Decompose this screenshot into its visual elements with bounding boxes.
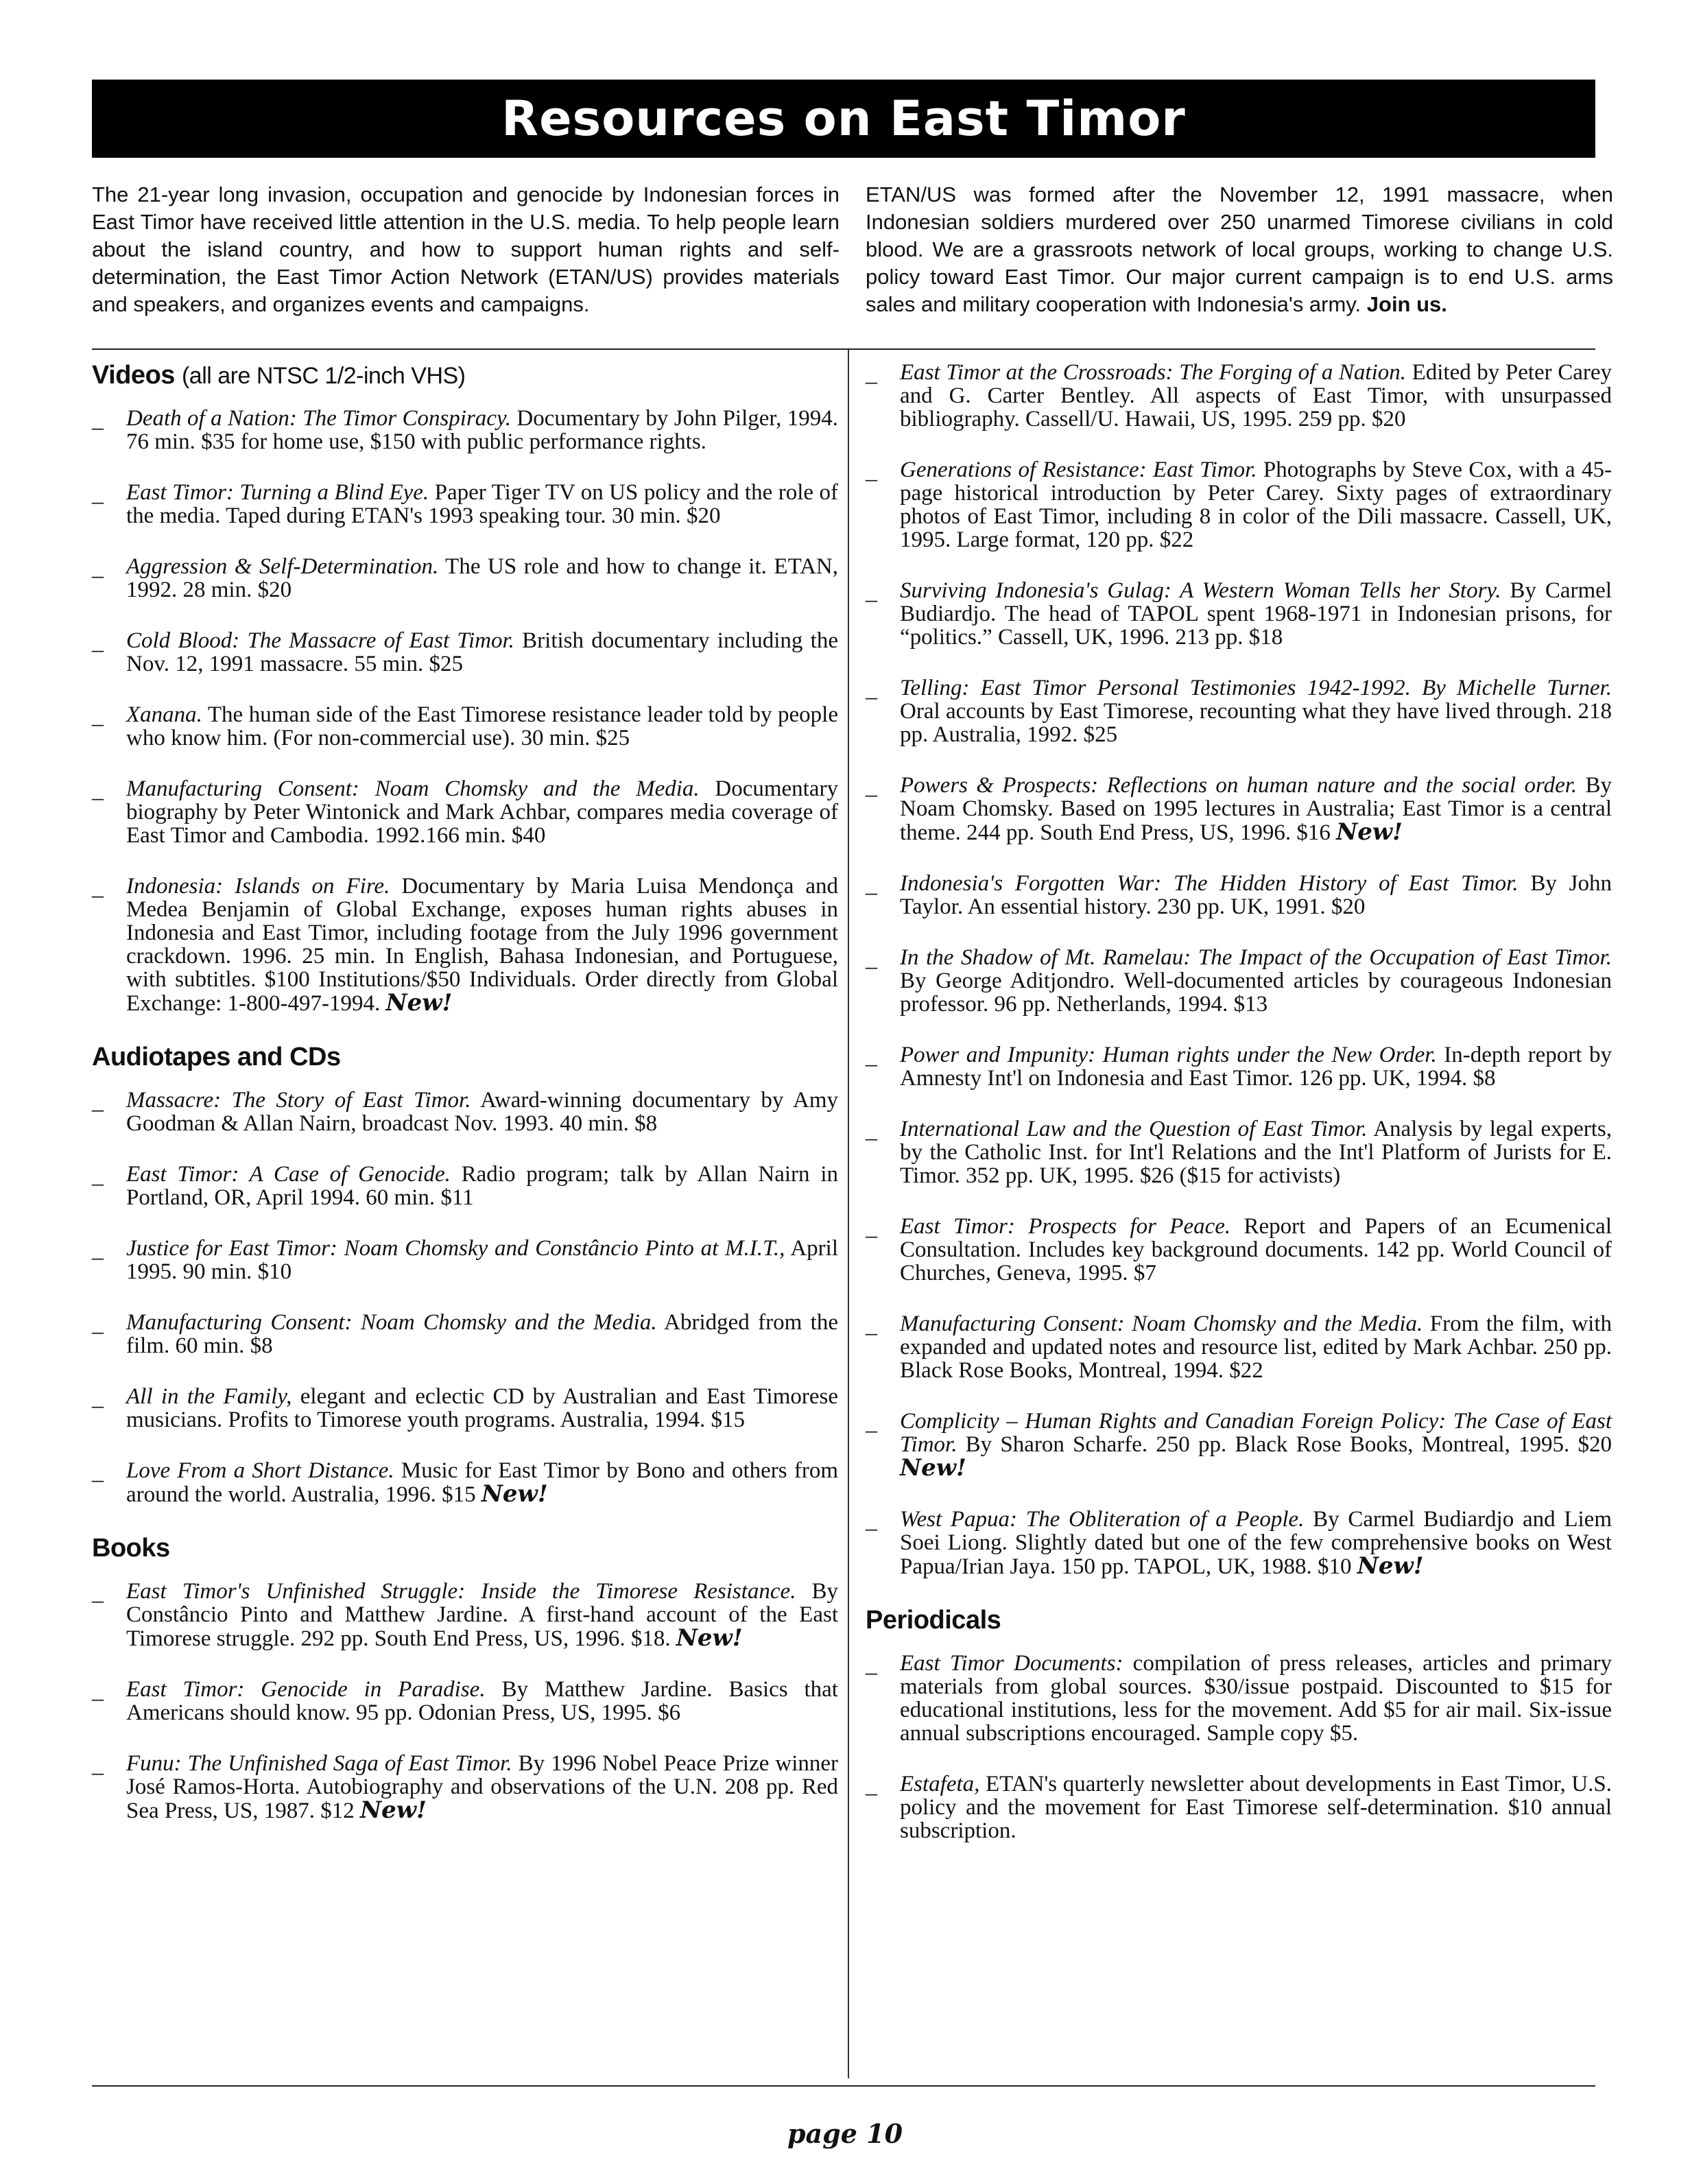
videos-heading: Videos (all are NTSC 1/2-inch VHS) bbox=[92, 361, 466, 390]
new-badge: New! bbox=[1336, 818, 1403, 846]
new-badge: New! bbox=[385, 989, 453, 1017]
list-item: _ Powers & Prospects: Reflections on human nature and the social order. By Noam Chomsky. Based on 1995 lectures in Australia; East Timor is a central theme. 244 pp. South End Press, US, 1996. $16 New! bbox=[866, 774, 1612, 844]
periodicals-heading: Periodicals bbox=[866, 1606, 1001, 1635]
new-badge: New! bbox=[900, 1454, 966, 1482]
list-item: _ Love From a Short Distance. Music for East Timor by Bono and others from around the world. Australia, 1996. $15 New! bbox=[92, 1459, 838, 1506]
audio-heading: Audiotapes and CDs bbox=[92, 1043, 341, 1071]
new-badge: New! bbox=[1357, 1552, 1424, 1580]
list-item: _ Manufacturing Consent: Noam Chomsky and the Media. From the film, with expanded and updated notes and resource list, edited by Mark Achbar. 250 pp. Black Rose Books, Montreal, 1994. $22 bbox=[866, 1312, 1612, 1382]
list-item: _ East Timor: Turning a Blind Eye. Paper Tiger TV on US policy and the role of the media. Taped during ETAN's 1993 speaking tour. 30 min. $20 bbox=[92, 481, 838, 527]
list-item: _ Telling: East Timor Personal Testimonies 1942-1992. By Michelle Turner. Oral accounts by East Timorese, recounting what they have lived through. 218 pp. Australia, 1992. $25 bbox=[866, 676, 1612, 746]
new-badge: New! bbox=[481, 1480, 548, 1508]
videos-note: (all are NTSC 1/2-inch VHS) bbox=[181, 363, 466, 389]
books-list-continued bbox=[866, 361, 1612, 1578]
list-item: _ In the Shadow of Mt. Ramelau: The Impact of the Occupation of East Timor. By George Aditjondro. Well-documented articles by courageous Indonesian professor. 96 pp. Netherlands, 1994. $13 bbox=[866, 946, 1612, 1016]
title-banner bbox=[92, 80, 1595, 158]
list-item: _ Manufacturing Consent: Noam Chomsky and the Media. Documentary biography by Peter Wintonick and Mark Achbar, compares media coverage of East Timor and Cambodia. 1992.166 min. $40 bbox=[92, 777, 838, 847]
list-item: _ East Timor's Unfinished Struggle: Inside the Timorese Resistance. By Constâncio Pinto and Matthew Jardine. A first-hand account of the East Timorese struggle. 292 pp. South End Press, US, 1996. $18. New! bbox=[92, 1580, 838, 1650]
list-item: _ East Timor: Prospects for Peace. Report and Papers of an Ecumenical Consultation. Includes key background documents. 142 pp. World Council of Churches, Geneva, 1995. $7 bbox=[866, 1215, 1612, 1285]
list-item: _ Power and Impunity: Human rights under the New Order. In-depth report by Amnesty Int'l on Indonesia and East Timor. 126 pp. UK, 1994. $8 bbox=[866, 1043, 1612, 1090]
videos-list bbox=[92, 407, 838, 1015]
top-divider bbox=[92, 348, 1595, 350]
list-item: _ East Timor: A Case of Genocide. Radio program; talk by Allan Nairn in Portland, OR, April 1994. 60 min. $11 bbox=[92, 1163, 838, 1209]
column-divider bbox=[848, 350, 849, 2078]
new-badge: New! bbox=[676, 1624, 743, 1652]
audio-list bbox=[92, 1089, 838, 1506]
left-column bbox=[92, 361, 838, 1850]
intro-right-text: ETAN/US was formed after the November 12, 1991 massacre, when Indonesian soldiers murdered over 250 unarmed Timorese civilians in cold blood. We are a grassroots network of local groups, working to change U.S. policy toward East Timor. Our major current campaign is to end U.S. arms sales and military cooperation with Indonesia's army. bbox=[866, 182, 1613, 316]
right-column bbox=[866, 361, 1612, 1870]
list-item: _ Xanana. The human side of the East Timorese resistance leader told by people who know him. (For non-commercial use). 30 min. $25 bbox=[92, 703, 838, 750]
list-item: _ Surviving Indonesia's Gulag: A Western Woman Tells her Story. By Carmel Budiardjo. The head of TAPOL spent 1968-1971 in Indonesian prisons, for “politics.” Cassell, UK, 1996. 213 pp. $18 bbox=[866, 579, 1612, 649]
list-item: _ All in the Family, elegant and eclectic CD by Australian and East Timorese musicians. Profits to Timorese youth programs. Australia, 1994. $15 bbox=[92, 1385, 838, 1432]
page-title: Resources on East Timor bbox=[501, 91, 1186, 147]
list-item: _ Manufacturing Consent: Noam Chomsky and the Media. Abridged from the film. 60 min. $8 bbox=[92, 1311, 838, 1357]
list-item: _ Complicity – Human Rights and Canadian Foreign Policy: The Case of East Timor. By Sharon Scharfe. 250 pp. Black Rose Books, Montreal, 1995. $20 New! bbox=[866, 1410, 1612, 1480]
list-item: _ East Timor at the Crossroads: The Forging of a Nation. Edited by Peter Carey and G. Carter Bentley. All aspects of East Timor, with unsurpassed bibliography. Cassell/U. Hawaii, US, 1995. 259 pp. $20 bbox=[866, 361, 1612, 431]
list-item: _ Indonesia's Forgotten War: The Hidden History of East Timor. By John Taylor. An essential history. 230 pp. UK, 1991. $20 bbox=[866, 872, 1612, 918]
list-item: _ Justice for East Timor: Noam Chomsky and Constâncio Pinto at M.I.T., April 1995. 90 min. $10 bbox=[92, 1237, 838, 1283]
list-item: _ Estafeta, ETAN's quarterly newsletter about developments in East Timor, U.S. policy and the movement for East Timorese self-determination. $10 annual subscription. bbox=[866, 1772, 1612, 1842]
intro-left: The 21-year long invasion, occupation and genocide by Indonesian forces in East Timor have received little attention in the U.S. media. To help people learn about the island country, and how to support human rights and self-determination, the East Timor Action Network (ETAN/US) provides materials and speakers, and organizes events and campaigns. bbox=[92, 182, 840, 316]
books-heading: Books bbox=[92, 1534, 170, 1563]
list-item: _ West Papua: The Obliteration of a People. By Carmel Budiardjo and Liem Soei Liong. Slightly dated but one of the few comprehensive books on West Papua/Irian Jaya. 150 pp. TAPOL, UK, 1988. $10 New! bbox=[866, 1508, 1612, 1578]
list-item: _ Death of a Nation: The Timor Conspiracy. Documentary by John Pilger, 1994. 76 min. $35 for home use, $150 with public performance rights. bbox=[92, 407, 838, 453]
join-us-text: Join us. bbox=[1366, 292, 1447, 316]
bottom-divider bbox=[92, 2085, 1595, 2087]
list-item: _ Cold Blood: The Massacre of East Timor. British documentary including the Nov. 12, 1991 massacre. 55 min. $25 bbox=[92, 629, 838, 676]
intro-right bbox=[866, 181, 1613, 318]
list-item: _ East Timor Documents: compilation of press releases, articles and primary materials from global sources. $30/issue postpaid. Discounted to $15 for educational institutions, less for the movement. Add $5 for air mail. Six-issue annual subscriptions encouraged. Sample copy $5. bbox=[866, 1652, 1612, 1745]
books-list bbox=[92, 1580, 838, 1823]
list-item: _ East Timor: Genocide in Paradise. By Matthew Jardine. Basics that Americans should know. 95 pp. Odonian Press, US, 1995. $6 bbox=[92, 1678, 838, 1724]
list-item: _ Generations of Resistance: East Timor. Photographs by Steve Cox, with a 45-page historical introduction by Peter Carey. Sixty pages of extraordinary photos of East Timor, including 8 in color of the Dili massacre. Cassell, UK, 1995. Large format, 120 pp. $22 bbox=[866, 458, 1612, 551]
new-badge: New! bbox=[360, 1796, 427, 1824]
list-item: _ Indonesia: Islands on Fire. Documentary by Maria Luisa Mendonça and Medea Benjamin of Global Exchange, exposes human rights abuses in Indonesia and East Timor, including footage from the July 1996 government crackdown. 1996. 25 min. In English, Bahasa Indonesian, and Portuguese, with subtitles. $100 Institutions/$50 Individuals. Order directly from Global Exchange: 1-800-497-1994. New! bbox=[92, 875, 838, 1015]
periodicals-list bbox=[866, 1652, 1612, 1842]
list-item: _ Funu: The Unfinished Saga of East Timor. By 1996 Nobel Peace Prize winner José Ramos-Horta. Autobiography and observations of the U.N. 208 pp. Red Sea Press, US, 1987. $12 New! bbox=[92, 1752, 838, 1823]
list-item: _ Aggression & Self-Determination. The US role and how to change it. ETAN, 1992. 28 min. $20 bbox=[92, 555, 838, 602]
list-item: _ International Law and the Question of East Timor. Analysis by legal experts, by the Catholic Inst. for Int'l Relations and the Int'l Platform of Jurists for E. Timor. 352 pp. UK, 1995. $26 ($15 for activists) bbox=[866, 1117, 1612, 1187]
list-item: _ Massacre: The Story of East Timor. Award-winning documentary by Amy Goodman & Allan Nairn, broadcast Nov. 1993. 40 min. $8 bbox=[92, 1089, 838, 1135]
page-number: page 10 bbox=[787, 2118, 903, 2149]
